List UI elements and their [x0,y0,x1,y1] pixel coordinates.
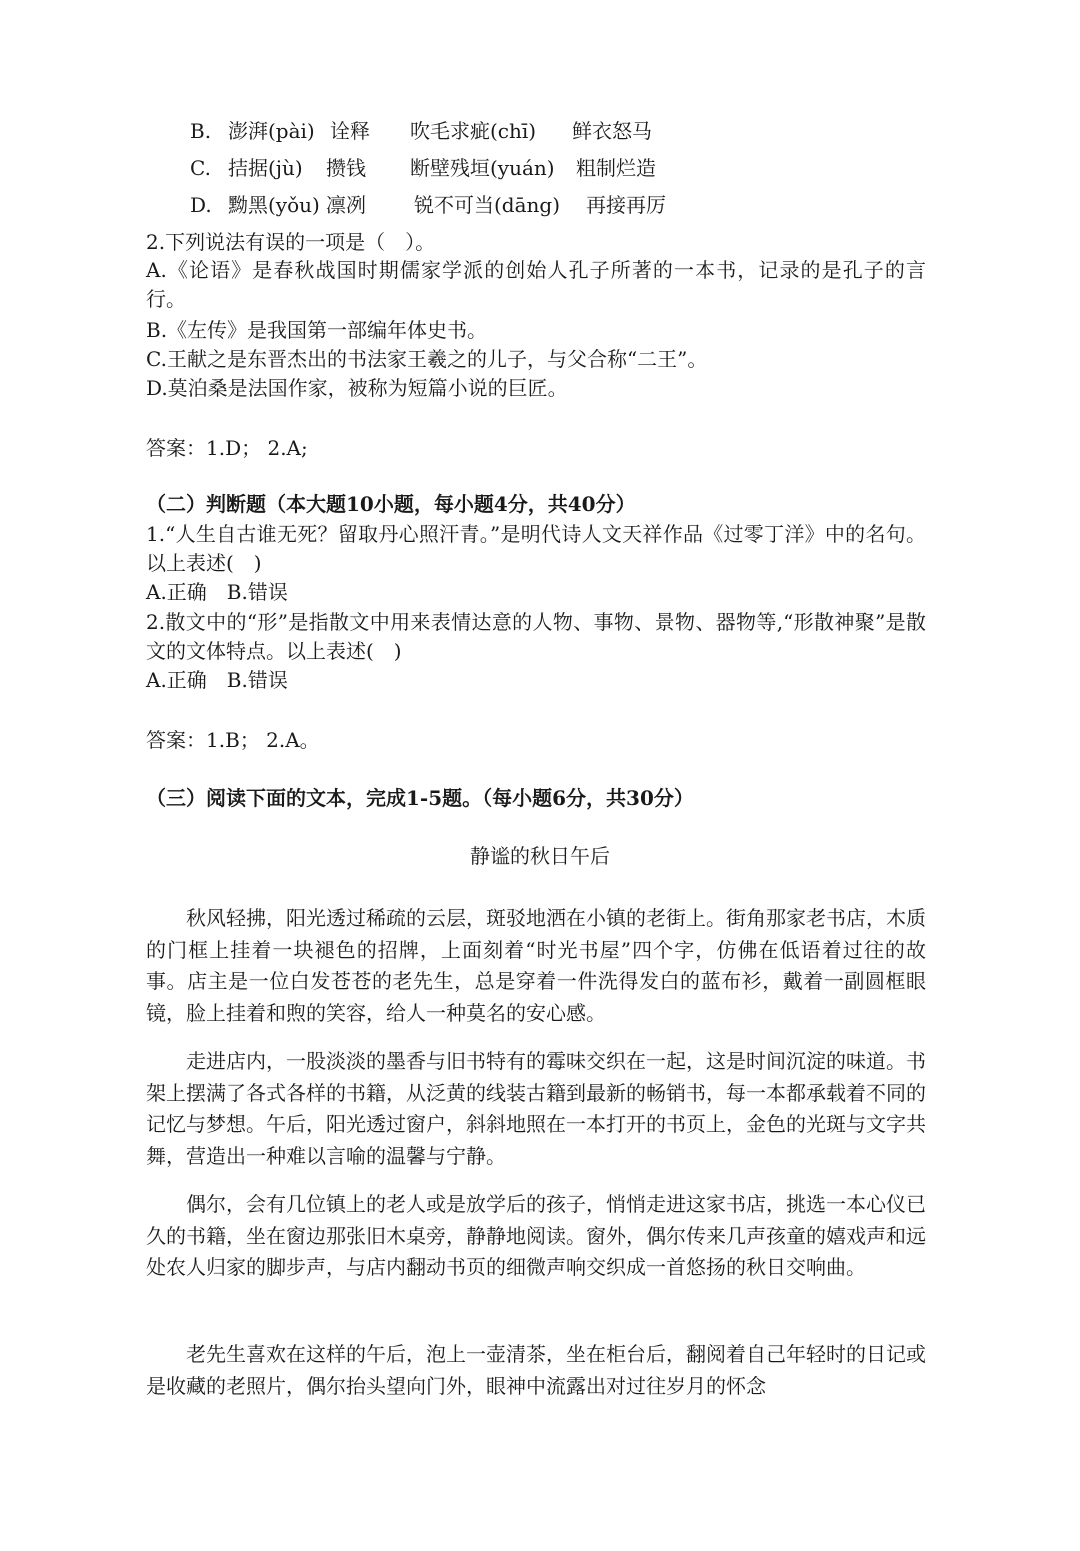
option-word: 拮据(jù) [228,156,303,180]
option-word: 诠释 [330,119,370,143]
judge-q2-options: A.正确 B.错误 [146,668,288,692]
judge-q1: 1.“人生自古谁无死？留取丹心照汗青。”是明代诗人文天祥作品《过零丁洋》中的名句。以上表述( ) [146,522,926,575]
option-d [190,191,666,219]
answer-section-2: 答案：1.B； 2.A。 [146,728,320,752]
passage-paragraph-4: 老先生喜欢在这样的午后，泡上一壶清茶，坐在柜台后，翻阅着自己年轻时的日记或是收藏的老照片，偶尔抬头望向门外，眼神中流露出对过往岁月的怀念 [146,1342,926,1398]
q2-option-b: B.《左传》是我国第一部编年体史书。 [146,318,488,342]
judge-q2: 2.散文中的“形”是指散文中用来表情达意的人物、事物、景物、器物等,“形散神聚”是散文的文体特点。以上表述( ) [146,610,926,663]
q2-option-a: A.《论语》是春秋战国时期儒家学派的创始人孔子所著的一本书，记录的是孔子的言行。 [146,258,926,311]
passage-paragraph-3: 偶尔，会有几位镇上的老人或是放学后的孩子，悄悄走进这家书店，挑选一本心仪已久的书籍，坐在窗边那张旧木桌旁，静静地阅读。窗外，偶尔传来几声孩童的嬉戏声和远处农人归家的脚步声，与店内翻动书页的细微声响交织成一首悠扬的秋日交响曲。 [146,1192,926,1279]
option-word: 鲜衣怒马 [572,119,652,143]
option-letter: B. [190,119,212,143]
option-b [190,117,652,145]
answer-section-1: 答案：1.D； 2.A; [146,436,308,460]
q2-option-c: C.王献之是东晋杰出的书法家王羲之的儿子，与父合称“二王”。 [146,347,708,371]
option-word: 断壁残垣(yuán) [410,156,555,180]
q2-option-d: D.莫泊桑是法国作家，被称为短篇小说的巨匠。 [146,376,568,400]
option-word: 吹毛求疵(chī) [410,119,537,143]
option-word: 凛冽 [326,193,366,217]
section-3-heading: （三）阅读下面的文本，完成1-5题。（每小题6分，共30分） [146,786,694,810]
option-word: 再接再厉 [586,193,666,217]
option-letter: D. [190,193,212,217]
section-2-heading: （二）判断题（本大题10小题，每小题4分，共40分） [146,492,636,516]
option-word: 锐不可当(dāng) [414,193,561,217]
q2-stem: 2.下列说法有误的一项是（ ）。 [146,230,436,254]
passage-paragraph-2: 走进店内，一股淡淡的墨香与旧书特有的霉味交织在一起，这是时间沉淀的味道。书架上摆满了各式各样的书籍，从泛黄的线装古籍到最新的畅销书，每一本都承载着不同的记忆与梦想。午后，阳光透过窗户，斜斜地照在一本打开的书页上，金色的光斑与文字共舞，营造出一种难以言喻的温馨与宁静。 [146,1049,926,1168]
option-word: 粗制烂造 [576,156,656,180]
judge-q1-options: A.正确 B.错误 [146,580,288,604]
option-letter: C. [190,156,211,180]
option-word: 攒钱 [326,156,366,180]
option-c [190,154,656,182]
passage-title: 静谧的秋日午后 [470,844,610,868]
option-word: 黝黑(yǒu) [228,193,320,217]
option-word: 澎湃(pài) [228,119,315,143]
passage-paragraph-1: 秋风轻拂，阳光透过稀疏的云层，斑驳地洒在小镇的老街上。街角那家老书店，木质的门框上挂着一块褪色的招牌，上面刻着“时光书屋”四个字，仿佛在低语着过往的故事。店主是一位白发苍苍的老先生，总是穿着一件洗得发白的蓝布衫，戴着一副圆框眼镜，脸上挂着和煦的笑容，给人一种莫名的安心感。 [146,906,926,1025]
